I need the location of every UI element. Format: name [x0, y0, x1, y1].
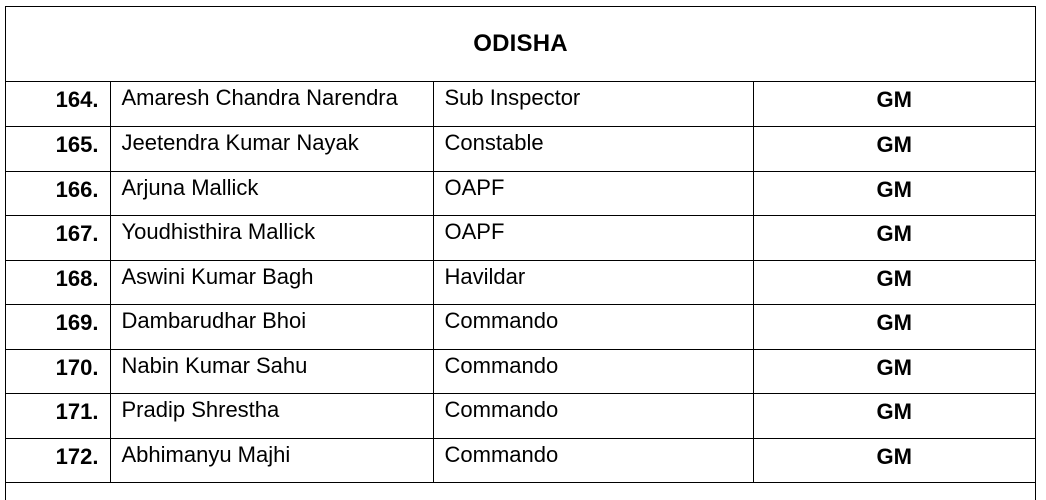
- table-row: [6, 305, 1035, 350]
- table-row: [6, 171, 1035, 216]
- table-row: [6, 438, 1035, 483]
- rank-designation: Commando: [433, 305, 753, 350]
- medal-type: GM: [753, 349, 1035, 394]
- medal-type: GM: [753, 127, 1035, 172]
- awards-list-frame: [5, 6, 1036, 500]
- serial-number: 167.: [6, 216, 110, 261]
- rank-designation: OAPF: [433, 171, 753, 216]
- table-row: [6, 260, 1035, 305]
- person-name: Nabin Kumar Sahu: [110, 349, 433, 394]
- rank-designation: Constable: [433, 127, 753, 172]
- medal-type: GM: [753, 171, 1035, 216]
- table-row: [6, 349, 1035, 394]
- table-row: [6, 82, 1035, 127]
- serial-number: 165.: [6, 127, 110, 172]
- medal-type: GM: [753, 82, 1035, 127]
- medal-type: GM: [753, 216, 1035, 261]
- rank-designation: Commando: [433, 438, 753, 483]
- person-name: Dambarudhar Bhoi: [110, 305, 433, 350]
- medal-type: GM: [753, 260, 1035, 305]
- rank-designation: Commando: [433, 349, 753, 394]
- medal-type: GM: [753, 305, 1035, 350]
- person-name: Amaresh Chandra Narendra: [110, 82, 433, 127]
- person-name: Jeetendra Kumar Nayak: [110, 127, 433, 172]
- serial-number: 164.: [6, 82, 110, 127]
- person-name: Arjuna Mallick: [110, 171, 433, 216]
- medal-type: GM: [753, 438, 1035, 483]
- serial-number: 172.: [6, 438, 110, 483]
- serial-number: 168.: [6, 260, 110, 305]
- state-heading: ODISHA: [6, 7, 1035, 82]
- person-name: Aswini Kumar Bagh: [110, 260, 433, 305]
- serial-number: 166.: [6, 171, 110, 216]
- rank-designation: Havildar: [433, 260, 753, 305]
- person-name: Abhimanyu Majhi: [110, 438, 433, 483]
- table-row: [6, 127, 1035, 172]
- rank-designation: Sub Inspector: [433, 82, 753, 127]
- medal-type: GM: [753, 394, 1035, 439]
- table-row: [6, 216, 1035, 261]
- awards-table: [6, 82, 1035, 483]
- table-row: [6, 394, 1035, 439]
- rank-designation: OAPF: [433, 216, 753, 261]
- person-name: Pradip Shrestha: [110, 394, 433, 439]
- person-name: Youdhisthira Mallick: [110, 216, 433, 261]
- rank-designation: Commando: [433, 394, 753, 439]
- serial-number: 171.: [6, 394, 110, 439]
- serial-number: 170.: [6, 349, 110, 394]
- serial-number: 169.: [6, 305, 110, 350]
